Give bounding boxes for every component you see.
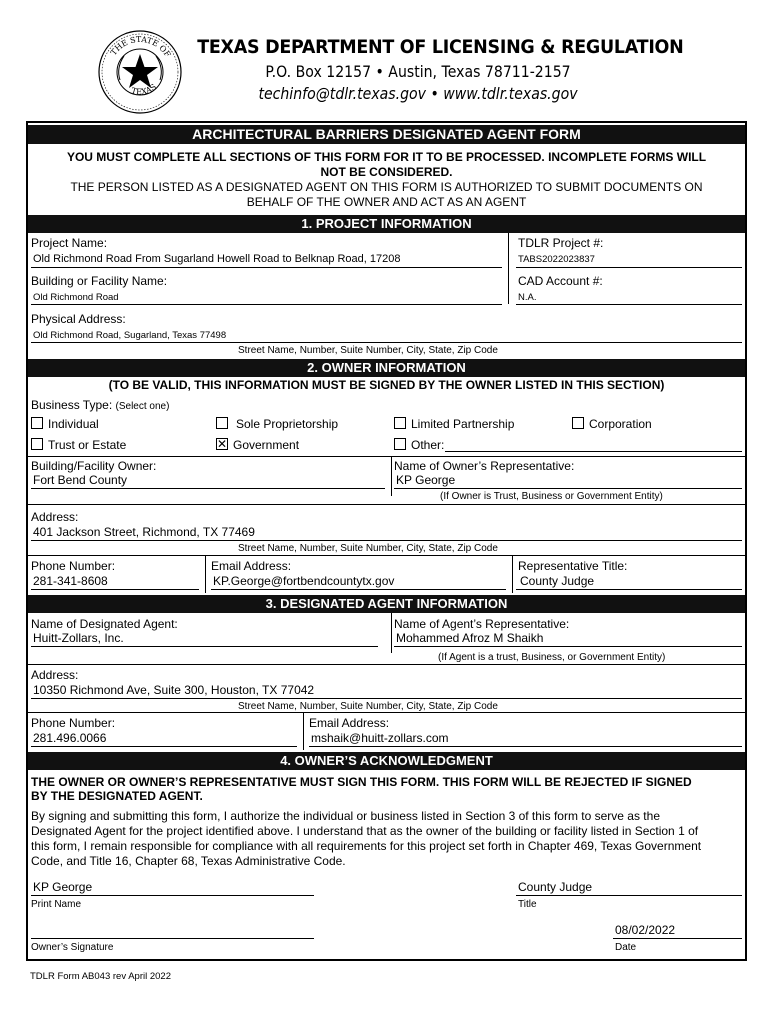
cad-account-value[interactable]: N.A.	[518, 292, 537, 303]
notice-line-2: NOT BE CONSIDERED.	[320, 165, 453, 179]
owner-address-label: Address:	[31, 510, 79, 524]
agent-name-label: Name of Designated Agent:	[31, 617, 178, 631]
building-name-value[interactable]: Old Richmond Road	[33, 292, 119, 303]
agent-phone-label: Phone Number:	[31, 716, 116, 730]
agent-address-label: Address:	[31, 668, 79, 682]
rep-title-label: Representative Title:	[518, 559, 628, 573]
owner-email-value[interactable]: KP.George@fortbendcountytx.gov	[213, 574, 395, 588]
notice-line-3: THE PERSON LISTED AS A DESIGNATED AGENT ON THIS FORM IS AUTHORIZED TO SUBMIT DOCUMENTS ON	[70, 180, 703, 194]
notice-line-1: YOU MUST COMPLETE ALL SECTIONS OF THIS FORM FOR IT TO BE PROCESSED. INCOMPLETE FORMS WILL	[66, 150, 707, 164]
other-label: Other:	[411, 438, 445, 452]
agency-address: P.O. Box 12157 • Austin, Texas 78711-2157	[265, 62, 571, 81]
physical-address-label: Physical Address:	[31, 312, 126, 326]
date-value[interactable]: 08/02/2022	[615, 923, 676, 937]
tdlr-project-label: TDLR Project #:	[518, 236, 604, 250]
physical-address-value[interactable]: Old Richmond Road, Sugarland, Texas 77498	[33, 330, 227, 341]
agent-name-value[interactable]: Huitt-Zollars, Inc.	[33, 631, 124, 645]
government-label: Government	[233, 438, 300, 452]
title-label: Title	[518, 899, 537, 910]
ack-line-4: Code, and Title 16, Chapter 68, Texas Administrative Code.	[31, 854, 346, 868]
form-title: ARCHITECTURAL BARRIERS DESIGNATED AGENT FORM	[28, 125, 745, 144]
individual-checkbox[interactable]	[31, 417, 43, 429]
owner-rep-value[interactable]: KP George	[396, 473, 456, 487]
designated-agent-form	[26, 121, 747, 961]
agent-phone-value[interactable]: 281.496.0066	[33, 731, 107, 745]
owner-phone-value[interactable]: 281-341-8608	[33, 574, 108, 588]
cad-account-label: CAD Account #:	[518, 274, 603, 288]
owner-email-label: Email Address:	[211, 559, 292, 573]
ack-line-3: this form, I remain responsible for compliance with all requirements for this project set forth in Chapter 469, Texas Government	[31, 839, 702, 853]
government-checkbox[interactable]: ✕	[217, 437, 228, 451]
trust-estate-checkbox[interactable]	[31, 438, 43, 450]
other-checkbox[interactable]	[394, 438, 406, 450]
agent-email-label: Email Address:	[309, 716, 390, 730]
agent-rep-label: Name of Agent’s Representative:	[394, 617, 570, 631]
owner-address-value[interactable]: 401 Jackson Street, Richmond, TX 77469	[33, 525, 255, 539]
trust-estate-label: Trust or Estate	[48, 438, 127, 452]
corporation-checkbox[interactable]	[572, 417, 584, 429]
sole-proprietorship-label: Sole Proprietorship	[236, 417, 339, 431]
corporation-label: Corporation	[589, 417, 652, 431]
project-name-label: Project Name:	[31, 236, 108, 250]
agent-rep-value[interactable]: Mohammed Afroz M Shaikh	[396, 631, 544, 645]
owner-rep-caption: (If Owner is Trust, Business or Government Entity)	[440, 491, 663, 502]
owner-address-caption: Street Name, Number, Suite Number, City, State, Zip Code	[238, 543, 498, 554]
ack-line-1: By signing and submitting this form, I authorize the individual or business listed in Section 3 of this form to serve as the	[31, 809, 660, 823]
section-3-heading: 3. DESIGNATED AGENT INFORMATION	[28, 595, 745, 613]
section-1-heading: 1. PROJECT INFORMATION	[28, 215, 745, 233]
owner-phone-label: Phone Number:	[31, 559, 116, 573]
project-name-value[interactable]: Old Richmond Road From Sugarland Howell Road to Belknap Road, 17208	[33, 253, 401, 265]
section-4-heading: 4. OWNER’S ACKNOWLEDGMENT	[28, 752, 745, 770]
warning-line-1: THE OWNER OR OWNER’S REPRESENTATIVE MUST SIGN THIS FORM. THIS FORM WILL BE REJECTED IF SIGNED	[31, 775, 692, 789]
agency-name: TEXAS DEPARTMENT OF LICENSING & REGULATION	[197, 36, 684, 58]
agent-address-caption: Street Name, Number, Suite Number, City, State, Zip Code	[238, 701, 498, 712]
page-header	[0, 0, 770, 118]
texas-seal-icon	[96, 28, 184, 116]
seal-text-top: THE STATE OF	[109, 34, 173, 59]
form-footer: TDLR Form AB043 rev April 2022	[30, 971, 171, 982]
agent-email-value[interactable]: mshaik@huitt-zollars.com	[311, 731, 449, 745]
owner-value[interactable]: Fort Bend County	[33, 473, 128, 487]
agent-address-value[interactable]: 10350 Richmond Ave, Suite 300, Houston, TX 77042	[33, 683, 315, 697]
tdlr-project-value[interactable]: TABS2022023837	[518, 254, 595, 265]
sole-proprietorship-checkbox[interactable]	[216, 417, 228, 429]
ack-line-2: Designated Agent for the project identified above. I understand that as the owner of the building or facility listed in Section 1 of	[31, 824, 699, 838]
business-type-label: Business Type: (Select one)	[31, 398, 170, 412]
rep-title-value[interactable]: County Judge	[520, 574, 595, 588]
print-name-value[interactable]: KP George	[33, 880, 93, 894]
section-2-heading: 2. OWNER INFORMATION	[28, 359, 745, 377]
warning-line-2: BY THE DESIGNATED AGENT.	[31, 789, 203, 803]
agency-contact: techinfo@tdlr.texas.gov • www.tdlr.texas.gov	[258, 84, 578, 103]
print-name-label: Print Name	[31, 899, 82, 910]
limited-partnership-checkbox[interactable]	[394, 417, 406, 429]
seal-text-bottom: TEXAS	[130, 82, 159, 97]
title-value[interactable]: County Judge	[518, 880, 593, 894]
building-name-label: Building or Facility Name:	[31, 274, 168, 288]
section-2-subheading: (TO BE VALID, THIS INFORMATION MUST BE SIGNED BY THE OWNER LISTED IN THIS SECTION)	[108, 378, 665, 392]
owner-signature-label: Owner’s Signature	[31, 942, 114, 953]
individual-label: Individual	[48, 417, 99, 431]
physical-address-caption: Street Name, Number, Suite Number, City, State, Zip Code	[238, 345, 498, 356]
owner-label: Building/Facility Owner:	[31, 459, 157, 473]
agent-rep-caption: (If Agent is a trust, Business, or Government Entity)	[438, 652, 666, 663]
owner-rep-label: Name of Owner’s Representative:	[394, 459, 575, 473]
notice-line-4: BEHALF OF THE OWNER AND ACT AS AN AGENT	[246, 195, 527, 209]
limited-partnership-label: Limited Partnership	[411, 417, 515, 431]
date-label: Date	[615, 942, 637, 953]
